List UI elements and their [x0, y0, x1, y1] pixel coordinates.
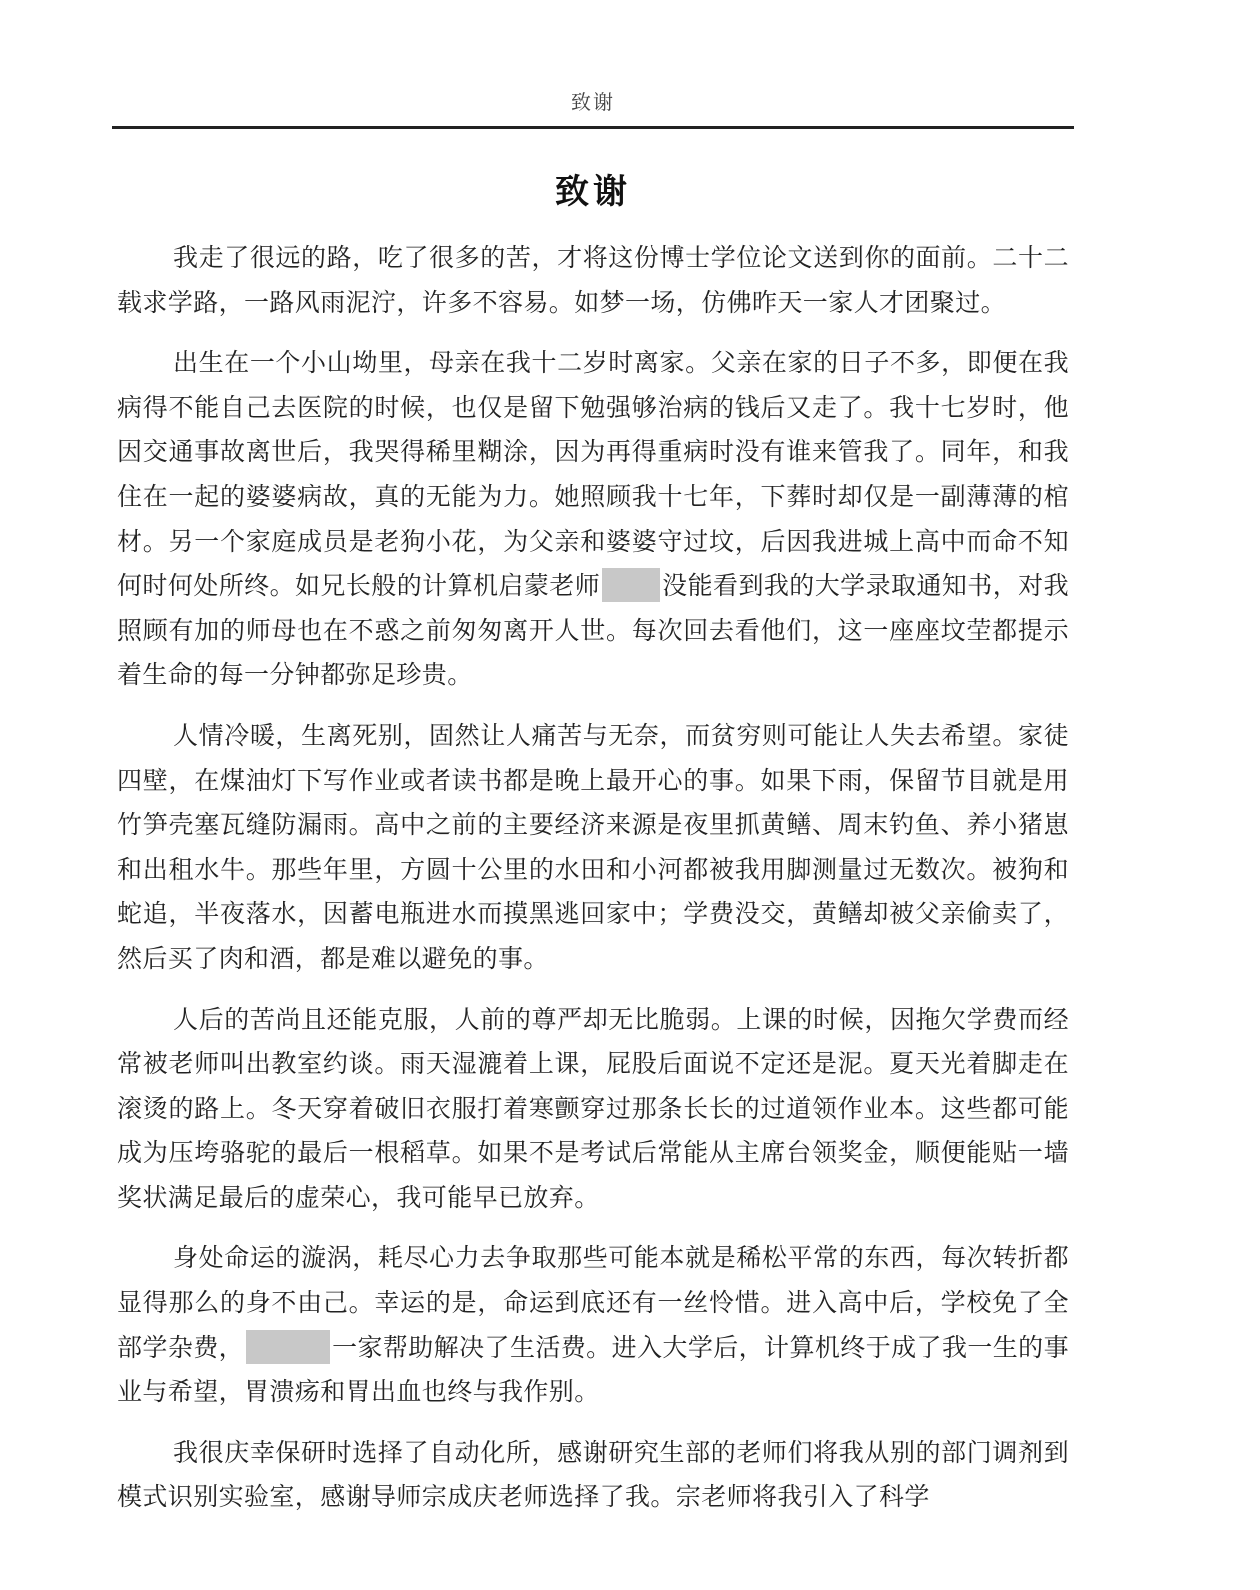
body-text [117, 236, 1069, 1536]
paragraph-3 [117, 714, 1069, 982]
running-header: 致谢 [571, 90, 615, 114]
paragraph-6-text: 我很庆幸保研时选择了自动化所，感谢研究生部的老师们将我从别的部门调剂到模式识别实验室，感谢导师宗成庆老师选择了我。宗老师将我引入了科学 [117, 1437, 1069, 1512]
paragraph-5-text-a: 身处命运的漩涡，耗尽心力去争取那些可能本就是稀松平常的东西，每次转折都显得那么的身不由己。幸运的是，命运到底还有一丝怜惜。进入高中后，学校免了全部学杂费， [117, 1243, 1069, 1362]
paragraph-6 [117, 1431, 1069, 1520]
paragraph-5-text-b: 一家帮助解决了生活费。进入大学后，计算机终于成了我一生的事业与希望，胃溃疡和胃出血也终与我作别。 [117, 1332, 1069, 1407]
redaction-box [602, 568, 660, 602]
paragraph-2-text-b: 没能看到我的大学录取通知书，对我照顾有加的师母也在不惑之前匆匆离开人世。每次回去看他们，这一座座坟茔都提示着生命的每一分钟都弥足珍贵。 [117, 571, 1069, 690]
paragraph-2-text-a: 出生在一个小山坳里，母亲在我十二岁时离家。父亲在家的日子不多，即便在我病得不能自己去医院的时候，也仅是留下勉强够治病的钱后又走了。我十七岁时，他因交通事故离世后，我哭得稀里糊涂，因为再得重病时没有谁来管我了。同年，和我住在一起的婆婆病故，真的无能为力。她照顾我十七年，下葬时却仅是一副薄薄的棺材。另一个家庭成员是老狗小花，为父亲和婆婆守过坟，后因我进城上高中而命不知何时何处所终。如兄长般的计算机启蒙老师 [117, 348, 1069, 601]
paragraph-5 [117, 1236, 1069, 1414]
paragraph-4 [117, 998, 1069, 1221]
paragraph-1-text: 我走了很远的路，吃了很多的苦，才将这份博士学位论文送到你的面前。二十二载求学路，一路风雨泥泞，许多不容易。如梦一场，仿佛昨天一家人才团聚过。 [117, 243, 1069, 317]
page-title: 致谢 [555, 172, 631, 212]
paragraph-2 [117, 341, 1069, 698]
redaction-box [246, 1330, 330, 1364]
paragraph-4-text: 人后的苦尚且还能克服，人前的尊严却无比脆弱。上课的时候，因拖欠学费而经常被老师叫出教室约谈。雨天湿漉着上课，屁股后面说不定还是泥。夏天光着脚走在滚烫的路上。冬天穿着破旧衣服打着寒颤穿过那条长长的过道领作业本。这些都可能成为压垮骆驼的最后一根稻草。如果不是考试后常能从主席台领奖金，顺便能贴一墙奖状满足最后的虚荣心，我可能早已放弃。 [117, 1004, 1069, 1212]
paragraph-1 [117, 236, 1069, 325]
header-rule [112, 126, 1074, 129]
paragraph-3-text: 人情冷暖，生离死别，固然让人痛苦与无奈，而贫穷则可能让人失去希望。家徒四壁，在煤油灯下写作业或者读书都是晚上最开心的事。如果下雨，保留节目就是用竹笋壳塞瓦缝防漏雨。高中之前的主要经济来源是夜里抓黄鳝、周末钓鱼、养小猪崽和出租水牛。那些年里，方圆十公里的水田和小河都被我用脚测量过无数次。被狗和蛇追，半夜落水，因蓄电瓶进水而摸黑逃回家中；学费没交，黄鳝却被父亲偷卖了，然后买了肉和酒，都是难以避免的事。 [117, 720, 1069, 973]
